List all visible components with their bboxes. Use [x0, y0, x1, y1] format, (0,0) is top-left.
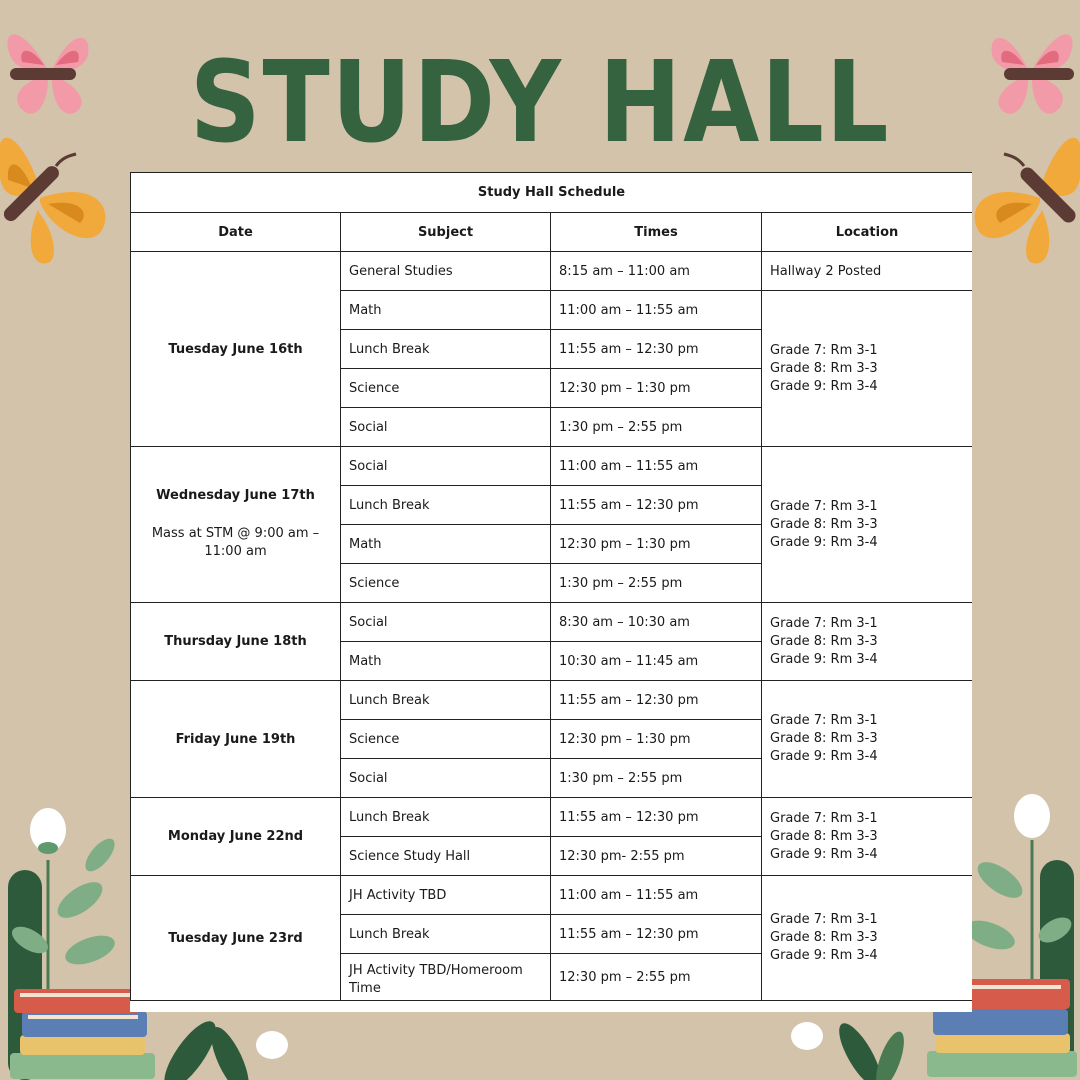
location-cell	[762, 798, 973, 876]
table-row	[131, 447, 973, 486]
white-flower-icon	[785, 1010, 905, 1080]
header-location: Location	[762, 213, 973, 252]
subject-cell: Science	[341, 720, 551, 759]
header-subject: Subject	[341, 213, 551, 252]
date-cell: Thursday June 18th	[131, 603, 341, 681]
date-cell: Friday June 19th	[131, 681, 341, 798]
location-line: Grade 7: Rm 3-1	[770, 810, 878, 826]
poster-title: STUDY HALL	[189, 38, 891, 168]
location-cell	[762, 291, 973, 447]
date-cell: Tuesday June 16th	[131, 252, 341, 447]
location-line: Grade 9: Rm 3-4	[770, 534, 878, 550]
time-cell: 11:00 am – 11:55 am	[551, 291, 762, 330]
pink-butterfly-icon	[980, 10, 1080, 120]
table-row	[131, 603, 973, 642]
table-row	[131, 876, 973, 915]
time-cell: 11:55 am – 12:30 pm	[551, 330, 762, 369]
time-cell: 12:30 pm – 2:55 pm	[551, 954, 762, 1001]
location-line: Grade 7: Rm 3-1	[770, 342, 878, 358]
subject-cell: Social	[341, 447, 551, 486]
location-cell: Hallway 2 Posted	[762, 252, 973, 291]
time-cell: 12:30 pm – 1:30 pm	[551, 720, 762, 759]
orange-butterfly-icon	[968, 118, 1080, 270]
table-caption: Study Hall Schedule	[131, 173, 973, 213]
subject-cell: Lunch Break	[341, 915, 551, 954]
time-cell: 1:30 pm – 2:55 pm	[551, 564, 762, 603]
subject-cell: Lunch Break	[341, 330, 551, 369]
leafy-plant-icon	[160, 1015, 300, 1080]
time-cell: 11:55 am – 12:30 pm	[551, 798, 762, 837]
location-cell	[762, 603, 973, 681]
location-line: Grade 9: Rm 3-4	[770, 749, 878, 764]
subject-cell: JH Activity TBD/Homeroom Time	[341, 954, 551, 1001]
time-cell: 1:30 pm – 2:55 pm	[551, 759, 762, 798]
location-line: Grade 9: Rm 3-4	[770, 378, 878, 394]
subject-cell: Math	[341, 291, 551, 330]
location-line: Grade 8: Rm 3-3	[770, 633, 878, 649]
location-cell	[762, 447, 973, 603]
time-cell: 8:30 am – 10:30 am	[551, 603, 762, 642]
date-note: Mass at STM @ 9:00 am – 11:00 am	[151, 526, 320, 559]
subject-cell: Social	[341, 603, 551, 642]
location-cell	[762, 681, 973, 798]
time-cell: 11:00 am – 11:55 am	[551, 876, 762, 915]
subject-cell: General Studies	[341, 252, 551, 291]
location-cell	[762, 876, 973, 1001]
table-row	[131, 798, 973, 837]
location-line: Grade 7: Rm 3-1	[770, 912, 878, 927]
location-line: Grade 8: Rm 3-3	[770, 731, 878, 746]
time-cell: 11:55 am – 12:30 pm	[551, 486, 762, 525]
table-row	[131, 681, 973, 720]
subject-cell: Math	[341, 525, 551, 564]
subject-cell: Science	[341, 564, 551, 603]
time-cell: 12:30 pm – 1:30 pm	[551, 369, 762, 408]
location-line: Grade 7: Rm 3-1	[770, 615, 878, 631]
header-times: Times	[551, 213, 762, 252]
time-cell: 11:55 am – 12:30 pm	[551, 915, 762, 954]
schedule-table	[130, 172, 972, 1001]
header-date: Date	[131, 213, 341, 252]
pink-butterfly-icon	[0, 10, 100, 120]
subject-cell: Social	[341, 759, 551, 798]
date-cell: Monday June 22nd	[131, 798, 341, 876]
subject-cell: Lunch Break	[341, 681, 551, 720]
location-line: Grade 9: Rm 3-4	[770, 846, 878, 862]
table-row	[131, 252, 973, 291]
orange-butterfly-icon	[0, 118, 112, 270]
location-line: Grade 8: Rm 3-3	[770, 930, 878, 945]
schedule-sheet	[130, 172, 972, 1012]
subject-cell: Lunch Break	[341, 798, 551, 837]
location-line: Grade 8: Rm 3-3	[770, 516, 878, 532]
time-cell: 12:30 pm- 2:55 pm	[551, 837, 762, 876]
subject-cell: Social	[341, 408, 551, 447]
date-cell: Tuesday June 23rd	[131, 876, 341, 1001]
location-line: Grade 9: Rm 3-4	[770, 948, 878, 963]
subject-cell: Math	[341, 642, 551, 681]
time-cell: 8:15 am – 11:00 am	[551, 252, 762, 291]
time-cell: 11:00 am – 11:55 am	[551, 447, 762, 486]
location-line: Grade 8: Rm 3-3	[770, 828, 878, 844]
location-line: Grade 9: Rm 3-4	[770, 651, 878, 667]
subject-cell: Science Study Hall	[341, 837, 551, 876]
subject-cell: JH Activity TBD	[341, 876, 551, 915]
subject-cell: Science	[341, 369, 551, 408]
time-cell: 1:30 pm – 2:55 pm	[551, 408, 762, 447]
location-line: Grade 7: Rm 3-1	[770, 713, 878, 728]
date-cell	[131, 447, 341, 603]
subject-cell: Lunch Break	[341, 486, 551, 525]
location-line: Grade 8: Rm 3-3	[770, 360, 878, 376]
time-cell: 12:30 pm – 1:30 pm	[551, 525, 762, 564]
location-line: Grade 7: Rm 3-1	[770, 498, 878, 514]
time-cell: 11:55 am – 12:30 pm	[551, 681, 762, 720]
time-cell: 10:30 am – 11:45 am	[551, 642, 762, 681]
header-row	[131, 213, 973, 252]
date-label: Wednesday June 17th	[156, 488, 315, 503]
